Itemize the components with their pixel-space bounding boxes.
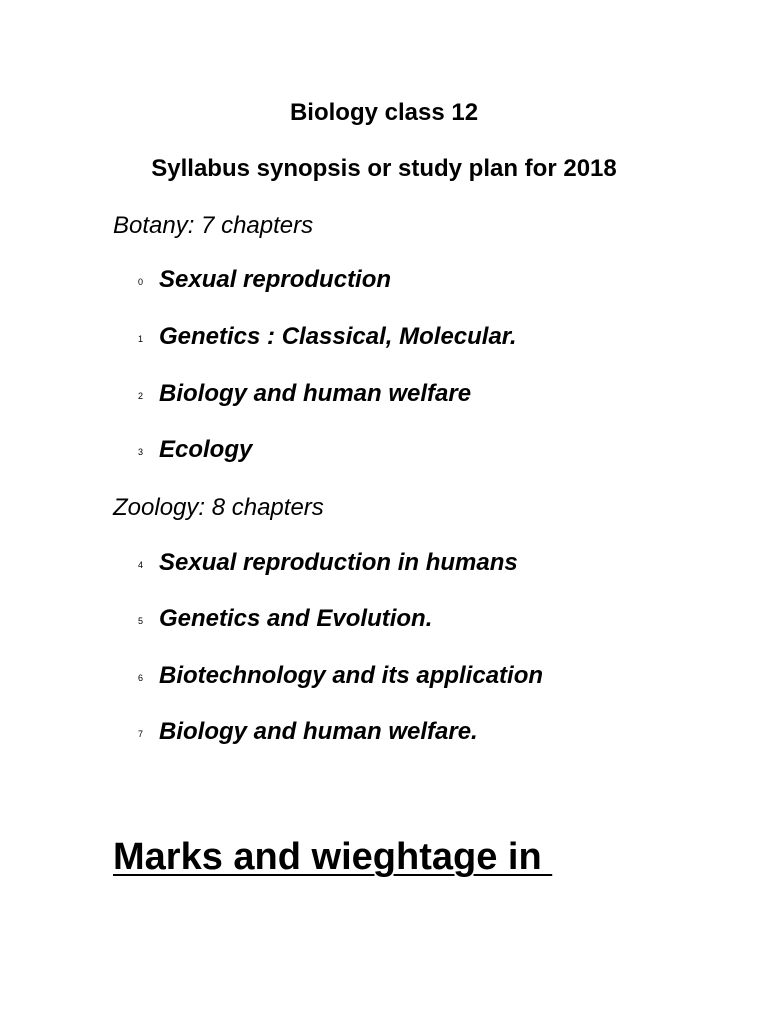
document-title: Biology class 12 [289, 99, 479, 126]
list-item-number: 3 [138, 447, 144, 457]
list-item-text: Ecology [159, 436, 253, 463]
list-item-number: 5 [138, 616, 144, 626]
list-item-text: Biology and human welfare. [159, 718, 478, 745]
list-item-text: Biology and human welfare [159, 380, 472, 407]
section-heading-botany: Botany: 7 chapters [113, 212, 314, 239]
list-item-text: Sexual reproduction [159, 266, 392, 293]
list-item-number: 0 [138, 277, 144, 287]
list-item-number: 2 [138, 391, 144, 401]
list-item-text: Sexual reproduction in humans [159, 549, 518, 576]
list-item-text: Genetics : Classical, Molecular. [159, 323, 517, 350]
list-item-number: 4 [138, 560, 144, 570]
document-subtitle: Syllabus synopsis or study plan for 2018 [151, 155, 617, 182]
marks-heading: Marks and wieghtage in [113, 836, 553, 878]
section-heading-zoology: Zoology: 8 chapters [113, 494, 324, 521]
list-item-number: 7 [138, 729, 144, 739]
list-item-number: 6 [138, 673, 144, 683]
list-item-text: Genetics and Evolution. [159, 605, 433, 632]
list-item-number: 1 [138, 334, 144, 344]
list-item-text: Biotechnology and its application [159, 662, 544, 689]
